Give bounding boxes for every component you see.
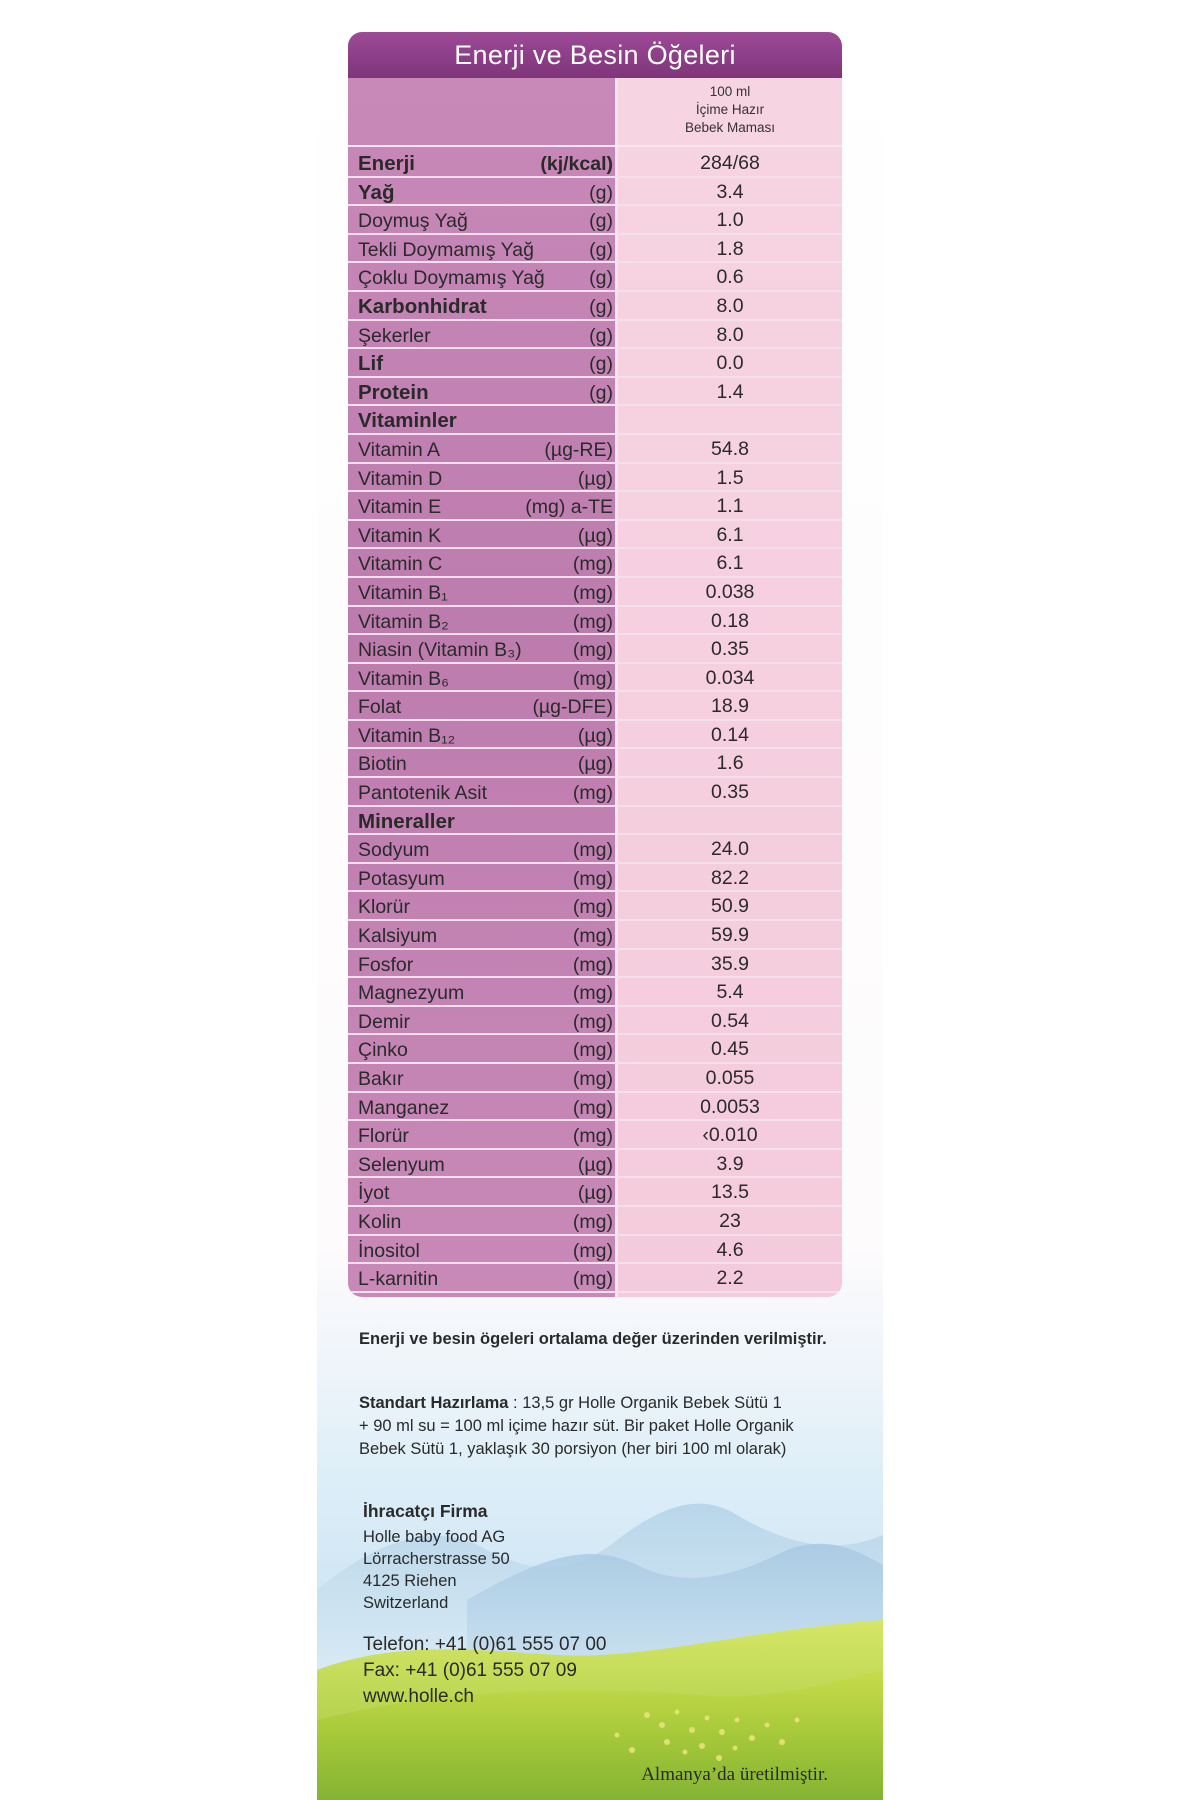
nutrient-value: 0.45 <box>711 1038 749 1061</box>
nutrient-unit: (µg-DFE) <box>532 696 613 719</box>
nutrient-name: Vitamin B₂ <box>358 610 449 633</box>
nutrient-unit: (µg) <box>577 524 613 547</box>
label-panel <box>317 0 883 1800</box>
nutrient-unit: (mg) <box>572 896 613 919</box>
exporter-line-4: Switzerland <box>363 1594 449 1612</box>
table-row <box>348 635 842 664</box>
nutrient-name: İnositol <box>358 1239 420 1262</box>
nutrient-name: Selenyum <box>358 1153 445 1176</box>
nutrient-value: 0.14 <box>711 723 749 746</box>
nutrient-value: 0.0053 <box>700 1095 760 1118</box>
nutrient-unit: (mg) <box>572 1068 613 1090</box>
nutrient-value: 0.6 <box>716 266 744 289</box>
nutrient-name: Çoklu Doymamış Yağ <box>358 267 545 290</box>
table-row <box>348 978 842 1007</box>
nutrient-name: Vitaminler <box>358 409 457 433</box>
table-rows <box>348 149 842 1293</box>
nutrient-unit: (µg) <box>577 1182 613 1205</box>
nutrient-name: Vitamin A <box>358 438 441 461</box>
table-row <box>348 1064 842 1093</box>
exporter-line-3: 4125 Riehen <box>363 1572 457 1590</box>
nutrient-unit: (mg) a-TE <box>525 496 613 519</box>
nutrient-unit: (g) <box>589 324 613 347</box>
nutrient-name: Vitamin C <box>358 553 443 576</box>
table-row <box>348 864 842 893</box>
nutrient-name: Şekerler <box>358 324 431 347</box>
nutrient-name: Manganez <box>358 1096 450 1119</box>
table-row <box>348 692 842 721</box>
nutrient-value: 0.35 <box>711 781 749 804</box>
nutrient-value: 2.2 <box>716 1267 744 1290</box>
nutrient-unit: (g) <box>589 210 613 233</box>
table-row <box>348 950 842 979</box>
nutrient-value: 3.9 <box>716 1152 744 1175</box>
table-row <box>348 1121 842 1150</box>
nutrient-value: 0.54 <box>711 1009 749 1032</box>
table-row <box>348 778 842 807</box>
nutrient-unit: (mg) <box>572 610 613 633</box>
nutrient-unit: (mg) <box>572 1210 613 1233</box>
nutrient-value: 6.1 <box>716 552 744 575</box>
nutrient-name: Sodyum <box>358 839 430 862</box>
table-row <box>348 664 842 693</box>
nutrient-name: Vitamin K <box>358 524 442 547</box>
nutrient-value: 1.5 <box>716 466 744 489</box>
preparation-text-1: : 13,5 gr Holle Organik Bebek Sütü 1 <box>508 1394 782 1412</box>
table-row <box>348 607 842 636</box>
nutrient-unit: (g) <box>589 267 613 290</box>
table-row <box>348 1007 842 1036</box>
nutrient-value: 5.4 <box>716 981 744 1004</box>
nutrient-name: Kalsiyum <box>358 925 438 948</box>
header-separator <box>348 145 842 147</box>
nutrient-name: Bakır <box>358 1068 404 1090</box>
nutrient-unit: (mg) <box>572 925 613 948</box>
nutrient-name: Kolin <box>358 1210 402 1233</box>
nutrient-unit: (mg) <box>572 639 613 662</box>
nutrient-value: 1.4 <box>716 380 744 403</box>
nutrient-value: 3.4 <box>716 180 744 203</box>
nutrient-value: 54.8 <box>711 437 749 460</box>
nutrient-unit: (mg) <box>572 1268 613 1291</box>
preparation-label: Standart Hazırlama <box>359 1394 509 1412</box>
column-header <box>618 78 842 144</box>
nutrient-value: 18.9 <box>711 695 749 718</box>
table-row <box>348 321 842 350</box>
table-row <box>348 807 842 836</box>
table-row <box>348 178 842 207</box>
nutrient-value: 0.0 <box>716 352 744 375</box>
table-row <box>348 1035 842 1064</box>
website-link[interactable]: www.holle.ch <box>363 1686 474 1707</box>
nutrient-unit: (mg) <box>572 867 613 890</box>
nutrient-value: 0.034 <box>705 666 755 689</box>
nutrient-unit: (g) <box>589 238 613 261</box>
nutrient-unit: (mg) <box>572 953 613 976</box>
exporter-line-2: Lörracherstrasse 50 <box>363 1550 510 1568</box>
nutrient-name: Niasin (Vitamin B₃) <box>358 639 522 662</box>
nutrient-unit: (µg-RE) <box>544 438 613 461</box>
nutrient-value: 284/68 <box>700 152 760 174</box>
nutrient-value: 6.1 <box>716 523 744 546</box>
table-row <box>348 578 842 607</box>
average-note: Enerji ve besin ögeleri ortalama değer üzerinden verilmiştir. <box>359 1330 827 1348</box>
nutrient-name: Pantotenik Asit <box>358 782 487 805</box>
nutrient-unit: (mg) <box>572 1125 613 1148</box>
table-row <box>348 235 842 264</box>
table-row <box>348 921 842 950</box>
nutrient-name: Vitamin B₁ <box>358 581 448 604</box>
nutrient-name: Vitamin B₆ <box>358 667 449 690</box>
fax-number: Fax: +41 (0)61 555 07 09 <box>363 1660 577 1681</box>
nutrient-unit: (mg) <box>572 1096 613 1119</box>
nutrient-value: 59.9 <box>711 924 749 947</box>
nutrient-unit: (g) <box>589 381 613 404</box>
nutrient-name: L-karnitin <box>358 1268 439 1291</box>
nutrient-unit: (mg) <box>572 553 613 576</box>
nutrient-unit: (mg) <box>572 1039 613 1062</box>
nutrient-value: 24.0 <box>711 838 749 861</box>
nutrient-value: 0.18 <box>711 609 749 632</box>
nutrient-value: 50.9 <box>711 895 749 918</box>
nutrient-value: 1.6 <box>716 752 744 775</box>
nutrient-value: 1.8 <box>716 237 744 260</box>
column-header-line-1: 100 ml <box>709 84 751 99</box>
nutrient-name: Demir <box>358 1010 410 1033</box>
nutrient-name: Vitamin D <box>358 467 443 490</box>
table-row <box>348 263 842 292</box>
table-row <box>348 721 842 750</box>
nutrient-name: Klorür <box>358 896 411 919</box>
table-row <box>348 378 842 407</box>
nutrient-unit: (µg) <box>577 724 613 747</box>
nutrient-name: Potasyum <box>358 867 445 890</box>
table-row <box>348 749 842 778</box>
nutrient-value: ‹0.010 <box>702 1124 758 1147</box>
nutrient-value: 4.6 <box>716 1238 744 1261</box>
nutrient-name: Florür <box>358 1125 409 1148</box>
nutrient-unit: (mg) <box>572 1239 613 1262</box>
nutrient-name: Yağ <box>358 180 395 204</box>
nutrient-unit: (µg) <box>577 1153 613 1176</box>
nutrient-value: 82.2 <box>711 866 749 889</box>
table-row <box>348 892 842 921</box>
table-row <box>348 149 842 178</box>
nutrient-value: 0.35 <box>711 638 749 661</box>
table-row <box>348 206 842 235</box>
phone-number: Telefon: +41 (0)61 555 07 00 <box>363 1634 607 1655</box>
nutrient-name: Tekli Doymamış Yağ <box>358 238 534 261</box>
nutrient-unit: (µg) <box>577 753 613 776</box>
column-header-line-2: İçime Hazır <box>695 102 765 117</box>
nutrient-name: Karbonhidrat <box>358 294 487 318</box>
nutrient-name: Doymuş Yağ <box>358 210 468 233</box>
nutrient-unit: (mg) <box>572 839 613 862</box>
nutrient-value: 0.055 <box>705 1067 755 1089</box>
nutrient-name: Lif <box>358 352 384 376</box>
nutrient-value: 1.0 <box>716 209 744 232</box>
table-row <box>348 1207 842 1236</box>
nutrient-name: Çinko <box>358 1039 408 1062</box>
nutrient-name: Folat <box>358 696 402 719</box>
table-row <box>348 464 842 493</box>
made-in-text: Almanya’da üretilmiştir. <box>641 1764 828 1785</box>
nutrition-table <box>348 32 842 1297</box>
row-separator <box>348 1291 842 1293</box>
column-header-line-3: Bebek Maması <box>684 120 776 135</box>
nutrient-name: Vitamin B₁₂ <box>358 724 456 747</box>
nutrient-unit: (µg) <box>577 467 613 490</box>
preparation-line-3: Bebek Sütü 1, yaklaşık 30 porsiyon (her biri 100 ml olarak) <box>359 1440 787 1458</box>
nutrient-unit: (kj/kcal) <box>540 153 613 175</box>
table-row <box>348 435 842 464</box>
nutrient-name: Enerji <box>358 152 415 175</box>
exporter-heading: İhracatçı Firma <box>363 1501 488 1521</box>
table-row <box>348 521 842 550</box>
nutrient-value: 13.5 <box>711 1181 749 1204</box>
nutrient-value: 8.0 <box>716 323 744 346</box>
nutrient-unit: (mg) <box>572 982 613 1005</box>
nutrient-name: Mineraller <box>358 809 455 833</box>
nutrient-value: 35.9 <box>711 952 749 975</box>
exporter-line-1: Holle baby food AG <box>363 1528 506 1546</box>
table-row <box>348 349 842 378</box>
table-row <box>348 1236 842 1265</box>
table-row <box>348 1178 842 1207</box>
nutrient-unit: (mg) <box>572 667 613 690</box>
nutrient-name: Magnezyum <box>358 982 465 1005</box>
nutrient-value: 0.038 <box>705 580 755 603</box>
nutrient-value: 1.1 <box>716 495 744 518</box>
nutrient-value: 23 <box>719 1209 741 1232</box>
table-title: Enerji ve Besin Öğeleri <box>348 32 842 78</box>
nutrient-value: 8.0 <box>716 294 744 317</box>
nutrient-unit: (mg) <box>572 581 613 604</box>
table-row <box>348 549 842 578</box>
nutrient-unit: (mg) <box>572 1010 613 1033</box>
table-row <box>348 492 842 521</box>
nutrient-unit: (g) <box>589 295 613 318</box>
preparation-line-2: + 90 ml su = 100 ml içime hazır süt. Bir paket Holle Organik <box>359 1417 794 1435</box>
preparation-line-1 <box>359 1392 782 1415</box>
nutrient-name: Biotin <box>358 753 407 776</box>
nutrient-name: Vitamin E <box>358 496 442 519</box>
table-row <box>348 1093 842 1122</box>
nutrient-unit: (mg) <box>572 782 613 805</box>
table-body <box>348 78 842 1297</box>
table-row <box>348 1264 842 1293</box>
table-row <box>348 292 842 321</box>
nutrient-name: Fosfor <box>358 953 414 976</box>
nutrient-unit: (g) <box>589 181 613 204</box>
table-row <box>348 835 842 864</box>
table-row <box>348 1150 842 1179</box>
nutrient-unit: (g) <box>589 353 613 376</box>
table-row <box>348 406 842 435</box>
nutrient-name: İyot <box>358 1182 390 1205</box>
nutrient-name: Protein <box>358 380 429 404</box>
